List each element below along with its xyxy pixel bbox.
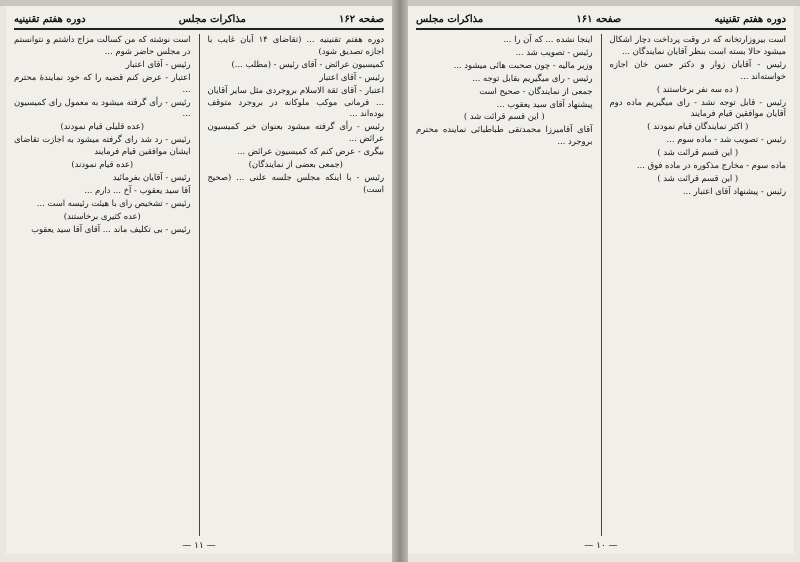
right-page-right-column-paragraph: رئیس - قابل توجه نشد - رای میگیریم ماده دوم آقایان موافقین قیام فرمایند <box>609 96 786 119</box>
right-page-right-column-paragraph: ( اکثر نمایندگان قیام نمودند ) <box>647 121 749 132</box>
right-page-left-column-paragraph: آقای آقامیرزا محمدتقی طباطبائی نماینده محترم بروجرد ... <box>416 124 593 147</box>
right-page-right-column-paragraph: ( این قسم قرائت شد ) <box>657 147 739 158</box>
left-page-right-column-paragraph: بیگری - عرض کنم که کمیسیون عرائض ... <box>237 146 384 157</box>
right-header-session: دوره هفتم تقنینیه <box>714 13 786 25</box>
left-page-right-column-paragraph: (جمعی بعضی از نمایندگان) <box>248 159 343 170</box>
right-page-right-column-paragraph: رئیس - پیشنهاد آقای اعتبار ... <box>682 185 786 196</box>
right-page-right-column-paragraph: رئیس - آقایان زوار و دکتر حسن خان اجازه خواسته‌اند ... <box>609 58 786 81</box>
right-page-left-column-paragraph: رئیس - تصویب شد ... <box>515 46 593 57</box>
left-page-column-divider <box>199 34 200 536</box>
left-page-left-column-paragraph: آقا سید یعقوب - آخ ... دارم ... <box>84 184 191 195</box>
right-page-footer: — ۱۰ — <box>584 541 618 551</box>
right-page-column-divider <box>601 34 602 536</box>
right-header-rule <box>416 28 786 30</box>
left-page-right-column-paragraph: اعتبار - آقای ثقة الاسلام بروجردی مثل سایر آقایان ... فرمانی موکب ملوکانه در بروجرد متوقف بوده‌اند ... <box>207 84 384 119</box>
right-page-left-column-paragraph: وزیر مالیه - چون صحبت هائی میشود ... <box>453 59 593 70</box>
left-page-right-column-paragraph: رئیس - آقای اعتبار <box>319 71 384 82</box>
right-page-right-column-paragraph: ماده سوم - مخارج مذکوره در ماده فوق ... <box>636 160 786 171</box>
left-page-left-column-paragraph: رئیس - رد شد رای گرفته میشود به اجازت تقاضای ایشان موافقین قیام فرمایند <box>14 134 191 157</box>
right-page-left-column-paragraph: جمعی از نمایندگان - صحیح است <box>479 85 593 96</box>
right-page-right-column-paragraph: رئیس - تصویب شد - ماده سوم ... <box>666 134 786 145</box>
right-page-right-column <box>610 34 787 536</box>
right-header-page-number: صفحه ۱۶۱ <box>576 13 622 25</box>
left-page-right-column <box>208 34 385 536</box>
right-page-right-column-paragraph: است بیروزارتخانه که در وقت پرداخت دچار اشکال میشود حالا بسته است بنظر آقایان نمایندگان ... <box>609 34 786 56</box>
left-page-left-column-paragraph: رئیس - آقایان بفرمائید <box>112 171 191 182</box>
left-header-title: مذاکرات مجلس <box>178 13 246 25</box>
left-page-left-column-paragraph: رئیس - آقای اعتبار <box>125 58 191 69</box>
left-page <box>6 6 392 554</box>
left-page-left-column-paragraph: رئیس - بی تکلیف ماند ... آقای آقا سید یعقوب <box>31 223 191 234</box>
right-page <box>408 6 794 554</box>
left-header-rule <box>14 28 384 30</box>
right-page-left-column <box>416 34 593 536</box>
left-page-left-column-paragraph: (عده قلیلی قیام نمودند) <box>60 121 145 132</box>
right-page-left-column-paragraph: اینجا نشده ... که آن را ... <box>503 34 593 44</box>
left-page-left-column-paragraph: رئیس - رأی گرفته میشود به معمول رای کمیسیون ... <box>14 96 191 119</box>
left-page-columns <box>14 34 384 536</box>
right-page-left-column-paragraph: ( این قسم قرائت شد ) <box>463 111 545 122</box>
right-page-right-column-paragraph: ( ده سه نفر برخاستند ) <box>656 83 739 94</box>
right-page-left-column-paragraph: رئیس - رای میگیریم بقابل توجه ... <box>472 72 593 83</box>
left-page-left-column-paragraph: رئیس - تشخیص رای با هیئت رئیسه است ... <box>36 197 191 208</box>
left-page-right-column-paragraph: رئیس - رأی گرفته میشود بعنوان خبر کمیسیون عرائض ... <box>207 121 384 144</box>
left-page-left-column-paragraph: اعتبار - عرض کنم قضیه را که خود نمایندهٔ محترم ... <box>14 71 191 94</box>
left-page-left-column-paragraph: است نوشته که من کسالت مزاج داشتم و نتوانستم در مجلس حاضر شوم ... <box>14 34 191 56</box>
left-page-left-column-paragraph: (عده قیام نمودند) <box>71 159 134 170</box>
book-gutter <box>392 0 408 562</box>
left-header-page-number: صفحه ۱۶۲ <box>339 13 384 25</box>
right-page-right-column-paragraph: ( این قسم قرائت شد ) <box>657 172 739 183</box>
right-page-header <box>416 10 786 28</box>
left-page-left-column-paragraph: (عده کثیری برخاستند) <box>63 210 141 221</box>
left-page-right-column-paragraph: کمیسیون عرائض - آقای رئیس - (مطلب ...) <box>231 58 384 69</box>
left-page-left-column <box>14 34 191 536</box>
left-page-right-column-paragraph: رئیس - با اینکه مجلس جلسه علنی ... (صحیح است) <box>207 171 384 194</box>
left-page-right-column-paragraph: دوره هفتم تقنینیه ... (تقاضای ۱۴ آبان غایب با اجازه تصدیق شود) <box>207 34 384 56</box>
left-page-header <box>14 10 384 28</box>
left-header-session: دوره هفتم تقنینیه <box>14 13 86 25</box>
left-page-footer: — ۱۱ — <box>182 541 216 551</box>
right-page-left-column-paragraph: پیشنهاد آقای سید یعقوب ... <box>496 98 593 109</box>
right-header-title: مذاکرات مجلس <box>416 13 484 25</box>
right-page-columns <box>416 34 786 536</box>
